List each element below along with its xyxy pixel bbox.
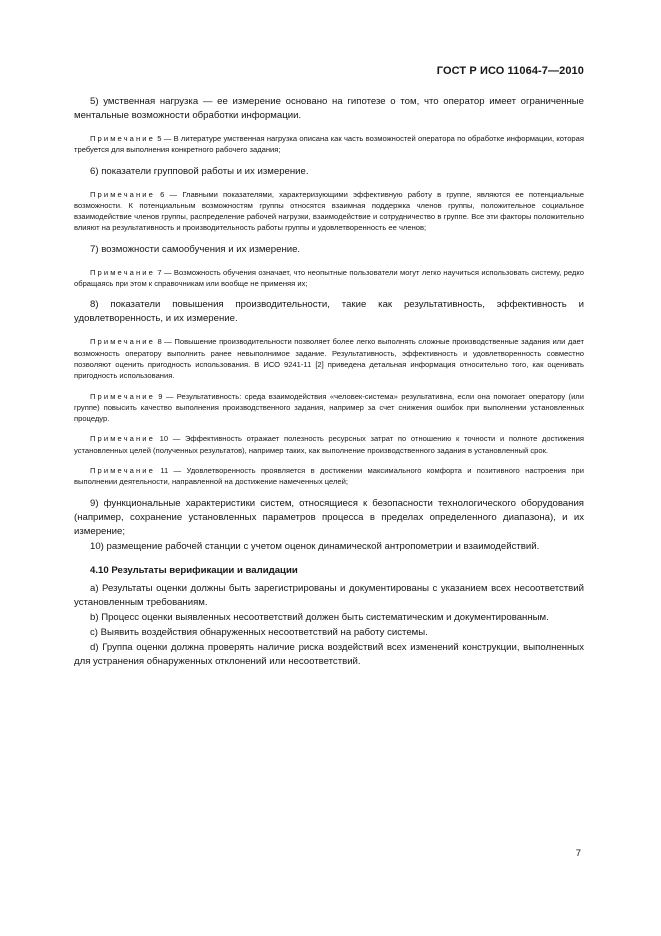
note-text: 9 — Результативность: среда взаимодействия «человек-система» результативна, если она помогает оператору (или группе) повысить качество выполнения производственного задания, например за счет снижения ошибок при выполнении установленных процедур.	[74, 391, 584, 424]
body-paragraph: 6) показатели групповой работы и их измерение.	[90, 165, 309, 177]
note-label: Примечание	[90, 391, 155, 401]
body-paragraph: d) Группа оценки должна проверять наличие риска воздействий всех изменений конструкции, выполненных для устранения обнаруженных отклонений или несоответствий.	[74, 641, 584, 667]
body-paragraph: 9) функциональные характеристики систем, относящиеся к безопасности технологического оборудования (например, сохранение установленных параметров процесса в пределах определенного диапазона), и их измерение;	[74, 497, 584, 537]
document-body	[74, 95, 584, 670]
body-paragraph: 8) показатели повышения производительности, такие как результативность, эффективность и удовлетворенность, и их измерение.	[74, 299, 584, 325]
note-paragraph	[74, 465, 584, 488]
note-paragraph	[74, 189, 584, 234]
note-paragraph	[74, 133, 584, 156]
note-label: Примечание	[90, 337, 155, 347]
note-text: 7 — Возможность обучения означает, что неопытные пользователи могут легко научиться использовать систему, редко обращаясь при этом к справочникам или вообще не применяя их;	[74, 267, 584, 289]
note-text: 10 — Эффективность отражает полезность ресурсных затрат по отношению к точности и полноте достижения установленных целей (полученных результатов), например таких, как выполнение производственного задания в установленный срок.	[74, 434, 584, 455]
note-paragraph	[74, 336, 584, 381]
note-paragraph	[74, 267, 584, 290]
standard-header: ГОСТ Р ИСО 11064-7—2010	[436, 65, 584, 77]
note-text: 6 — Главными показателями, характеризующими эффективную работу в группе, являются ее потенциальные возможности. К потенциальным возможностям группы относятся взаимная поддержка членов группы, положительное социальное взаимодействие членов группы, распределение рабочей нагрузки, взаимодействие и сотрудничество в группе. Все эти факторы положительно влияют на результативность и производительность работы группы и удовлетворенность ее членов;	[74, 189, 584, 233]
section-heading: 4.10 Результаты верификации и валидации	[90, 564, 298, 576]
note-text: 5 — В литературе умственная нагрузка описана как часть возможностей оператора по обработке информации, которая требуется для выполнения конкретного рабочего задания;	[74, 134, 584, 155]
body-paragraph: c) Выявить воздействия обнаруженных несоответствий на работу системы.	[90, 626, 428, 638]
body-paragraph: a) Результаты оценки должны быть зарегистрированы и документированы с указанием всех несоответствий установленным требованиям.	[74, 582, 584, 608]
note-text: 8 — Повышение производительности позволяет более легко выполнять сложные производственные задания или дает возможность оператору выполнить ранее невыполнимое задание. Результативность, эффективность и удовлетворенность совместно позволяют оценить пригодность использования. В ИСО 9241-11 [2] приведена детальная информация относительно того, как оценивать пригодность использования.	[74, 337, 584, 381]
note-paragraph	[74, 433, 584, 456]
body-paragraph: 7) возможности самообучения и их измерение.	[90, 243, 301, 255]
note-text: 11 — Удовлетворенность проявляется в достижении максимального комфорта и позитивного настроения при выполнении деятельности, направленной на достижение намеченных целей;	[74, 466, 584, 487]
body-paragraph: b) Процесс оценки выявленных несоответствий должен быть систематическим и документированным.	[90, 611, 549, 623]
page-number: 7	[575, 848, 581, 859]
body-paragraph: 10) размещение рабочей станции с учетом оценок динамической антропометрии и взаимодействий.	[90, 540, 540, 552]
note-label: Примечание	[90, 189, 155, 199]
note-label: Примечание	[90, 267, 155, 277]
note-label: Примечание	[90, 466, 155, 476]
body-paragraph: 5) умственная нагрузка — ее измерение основано на гипотезе о том, что оператор имеет ограниченные ментальные возможности обработки информации.	[74, 96, 584, 121]
note-label: Примечание	[90, 134, 155, 143]
note-paragraph	[74, 391, 584, 425]
note-label: Примечание	[90, 434, 155, 444]
